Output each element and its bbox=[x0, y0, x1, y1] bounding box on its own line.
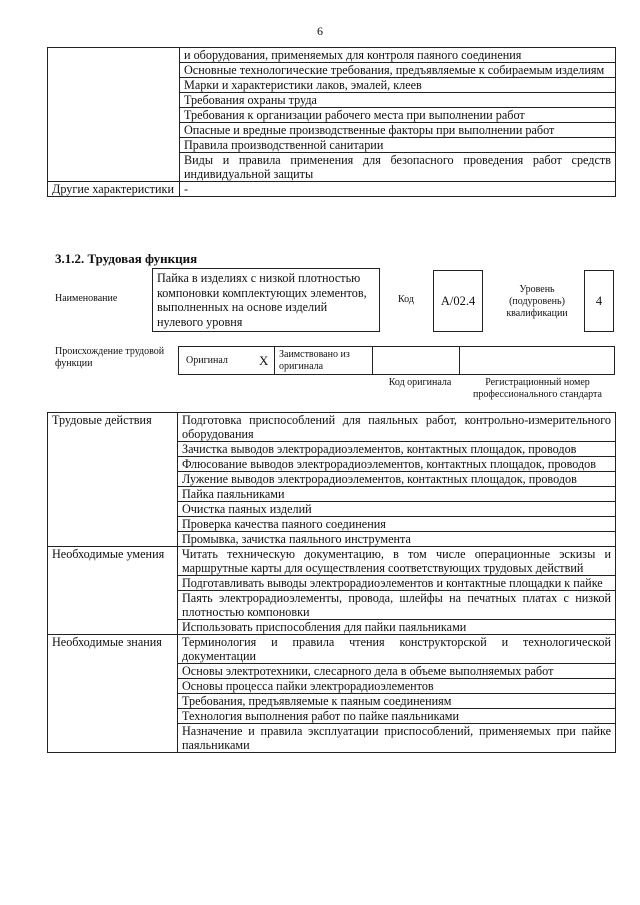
level-label: Уровень (подуровень) квалификации bbox=[506, 284, 568, 319]
table-row bbox=[48, 48, 616, 63]
original-cell bbox=[179, 347, 275, 374]
table-row bbox=[48, 413, 616, 442]
top-table-item: и оборудования, применяемых для контроля паяного соединения bbox=[180, 48, 616, 63]
main-table-item: Технология выполнения работ по пайке паяльниками bbox=[178, 709, 616, 724]
main-table-row-label: Необходимые знания bbox=[48, 635, 178, 753]
code-original-caption: Код оригинала bbox=[388, 377, 452, 388]
page-number: 6 bbox=[317, 24, 323, 38]
code-original-cell bbox=[373, 347, 460, 374]
borrowed-cell bbox=[275, 347, 373, 374]
main-table-item: Пайка паяльниками bbox=[178, 487, 616, 502]
requirements-table-continued bbox=[47, 47, 616, 197]
main-table-item: Подготовка приспособлений для паяльных работ, контрольно-измерительного оборудования bbox=[178, 413, 616, 442]
code-value-box: A/02.4 bbox=[433, 270, 483, 332]
table-row bbox=[48, 547, 616, 576]
main-table-row-label: Трудовые действия bbox=[48, 413, 178, 547]
main-table-item: Флюсование выводов электрорадиоэлементов, контактных площадок, проводов bbox=[178, 457, 616, 472]
function-name-box: Пайка в изделиях с низкой плотностью компоновки комплектующих элементов, выполненных на основе изделий нулевого уровня bbox=[152, 268, 380, 332]
level-value-box: 4 bbox=[584, 270, 614, 332]
section-heading: 3.1.2. Трудовая функция bbox=[55, 251, 198, 266]
main-table-item: Читать техническую документацию, в том числе операционные эскизы и маршрутные карты для осуществления соответствующих трудовых действий bbox=[178, 547, 616, 576]
table-row bbox=[48, 182, 616, 197]
top-table-item: Виды и правила применения для безопасного проведения работ средств индивидуальной защиты bbox=[180, 153, 616, 182]
table-row bbox=[48, 635, 616, 664]
original-label: Оригинал bbox=[186, 355, 228, 366]
top-table-item: Марки и характеристики лаков, эмалей, клеев bbox=[180, 78, 616, 93]
top-table-item: Требования к организации рабочего места при выполнении работ bbox=[180, 108, 616, 123]
code-label: Код bbox=[398, 294, 414, 305]
main-table-item: Очистка паяных изделий bbox=[178, 502, 616, 517]
top-table-item: Опасные и вредные производственные факторы при выполнении работ bbox=[180, 123, 616, 138]
main-table-item: Лужение выводов электрорадиоэлементов, контактных площадок, проводов bbox=[178, 472, 616, 487]
original-mark: X bbox=[259, 353, 269, 368]
borrowed-label: Заимствовано из оригинала bbox=[279, 349, 350, 372]
top-table-item: Требования охраны труда bbox=[180, 93, 616, 108]
top-table-row-label bbox=[48, 48, 180, 182]
main-table-item: Основы электротехники, слесарного дела в объеме выполняемых работ bbox=[178, 664, 616, 679]
reg-number-caption: Регистрационный номер профессионального стандарта bbox=[473, 377, 602, 400]
main-table-item: Основы процесса пайки электрорадиоэлементов bbox=[178, 679, 616, 694]
main-table-item: Требования, предъявляемые к паяным соединениям bbox=[178, 694, 616, 709]
main-table-item: Промывка, зачистка паяльного инструмента bbox=[178, 532, 616, 547]
main-table-row-label: Необходимые умения bbox=[48, 547, 178, 635]
name-label: Наименование bbox=[55, 293, 118, 304]
main-table-item: Паять электрорадиоэлементы, провода, шлейфы на печатных платах с низкой плотностью компоновки bbox=[178, 591, 616, 620]
main-table-item: Подготавливать выводы электрорадиоэлементов и контактные площадки к пайке bbox=[178, 576, 616, 591]
function-details-table bbox=[47, 412, 616, 753]
top-table-row-label: Другие характеристики bbox=[48, 182, 180, 197]
origin-row bbox=[178, 346, 615, 375]
origin-label: Происхождение трудовой функции bbox=[55, 346, 165, 369]
main-table-item: Зачистка выводов электрорадиоэлементов, контактных площадок, проводов bbox=[178, 442, 616, 457]
main-table-item: Терминология и правила чтения конструкторской и технологической документации bbox=[178, 635, 616, 664]
main-table-item: Использовать приспособления для пайки паяльниками bbox=[178, 620, 616, 635]
top-table-item: Правила производственной санитарии bbox=[180, 138, 616, 153]
top-table-item: Основные технологические требования, предъявляемые к собираемым изделиям bbox=[180, 63, 616, 78]
main-table-item: Проверка качества паяного соединения bbox=[178, 517, 616, 532]
reg-number-cell bbox=[460, 347, 614, 374]
top-table-item: - bbox=[180, 182, 616, 197]
main-table-item: Назначение и правила эксплуатации приспособлений, применяемых при пайке паяльниками bbox=[178, 724, 616, 753]
